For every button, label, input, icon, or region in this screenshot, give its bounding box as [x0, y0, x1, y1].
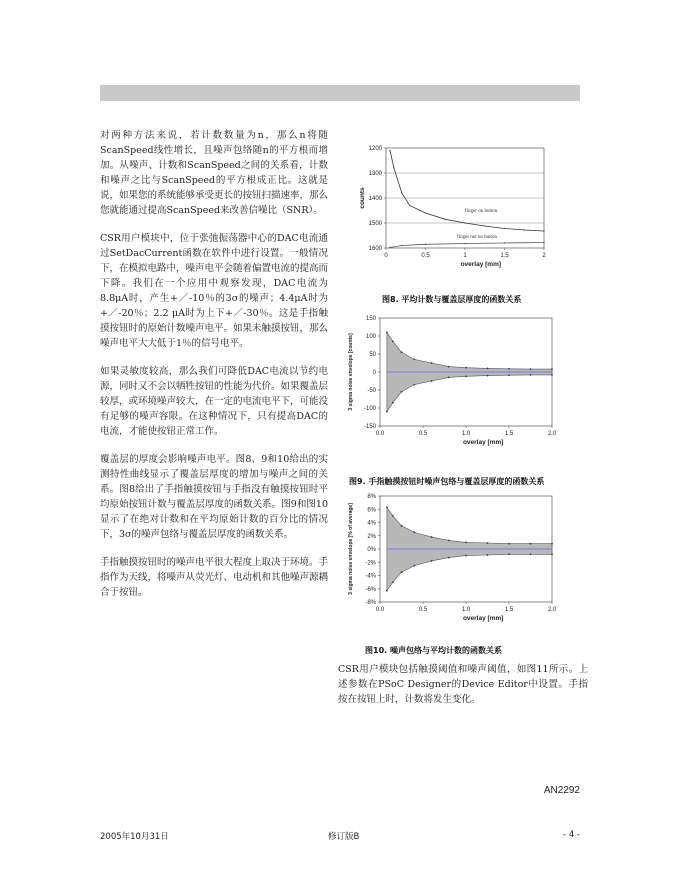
data-point: [409, 205, 410, 206]
data-point-upper: [530, 543, 532, 545]
y-tick-label: 0%: [367, 547, 376, 553]
figure-10-caption: 图10. 噪声包络与平均计数的函数关系: [365, 646, 502, 655]
x-tick-label: 1.5: [500, 253, 509, 259]
data-point-lower: [508, 374, 510, 376]
data-point-lower: [448, 377, 450, 379]
paragraph: 如果灵敏度较高，那么我们可降低DAC电流以节约电源，同时又不会以牺牲按钮的性能为代价。如果覆盖层较厚，或环境噪声较大，在一定的电流电平下，可能没有足够的噪声容限。在这种情况下，只有提高DAC的电流，才能使按钮正常工作。: [100, 366, 329, 437]
x-axis-label: overlay [mm]: [462, 615, 504, 622]
data-point-upper: [448, 539, 450, 541]
data-point: [389, 247, 390, 248]
x-tick-label: 2.0: [547, 607, 557, 613]
x-tick-label: 1.5: [504, 431, 514, 437]
data-point-upper: [386, 506, 388, 508]
y-tick-label: 1400: [368, 196, 382, 202]
y-tick-label: -6%: [365, 586, 376, 593]
paragraph: 手指触摸按钮时的噪声电平很大程度上取决于环境。手指作为天线，将噪声从荧光灯、电动机和其他噪声源耦合于按钮。: [100, 557, 329, 598]
data-point-upper: [414, 532, 416, 534]
y-axis-label: 3 sigma noise envelope [counts]: [348, 333, 354, 411]
data-point-upper: [392, 341, 394, 343]
y-tick-label: 150: [365, 316, 376, 322]
header-bar: [100, 85, 580, 101]
y-tick-label: 1600: [368, 246, 382, 252]
x-tick-label: 1: [463, 253, 467, 259]
series-annotation: finger not on button: [457, 235, 497, 240]
data-point-upper: [487, 542, 489, 544]
data-point: [445, 219, 446, 220]
y-tick-label: 50: [369, 352, 376, 358]
data-point: [543, 242, 544, 243]
y-tick-label: 8%: [367, 494, 376, 500]
x-tick-label: 0.5: [418, 431, 428, 437]
y-tick-label: 1300: [368, 171, 382, 177]
data-point-lower: [465, 555, 467, 557]
data-point-lower: [386, 590, 388, 592]
y-tick-label: -50: [367, 388, 376, 394]
footer-date: 2005年10月31日: [100, 832, 169, 842]
data-point: [425, 212, 426, 213]
body-text: [100, 128, 328, 613]
data-point: [504, 242, 505, 243]
data-point-lower: [431, 560, 433, 562]
data-point-lower: [392, 581, 394, 583]
data-point-lower: [508, 553, 510, 555]
after-figures-text: CSR用户模块包括触摸阈值和噪声阈值，如图11所示。上述参数在PSoC Designer的Device Editor中设置。手指按在按钮上时，计数将发生变化。: [338, 664, 588, 705]
data-point-lower: [487, 554, 489, 556]
data-point: [464, 243, 465, 244]
footer-revision: 修订版B: [328, 832, 360, 842]
y-tick-label: -100: [363, 406, 376, 412]
data-point-lower: [392, 402, 394, 404]
y-tick-label: -150: [363, 424, 376, 430]
y-tick-label: 1500: [368, 221, 382, 227]
data-point-upper: [448, 366, 450, 368]
y-tick-label: 100: [365, 334, 376, 340]
data-point-lower: [530, 553, 532, 555]
x-tick-label: 1.0: [461, 431, 471, 437]
x-tick-label: 0.0: [375, 607, 385, 613]
data-point: [393, 167, 394, 168]
footer-page-number: - 4 -: [563, 830, 580, 840]
y-tick-label: 6%: [367, 507, 376, 514]
data-point-upper: [401, 351, 403, 353]
x-tick-label: 0.0: [375, 431, 385, 437]
data-point-upper: [530, 368, 532, 370]
chart-fig9: [340, 306, 580, 456]
figure-8-caption: 图8. 平均计数与覆盖层厚度的函数关系: [382, 295, 522, 304]
y-tick-label: 4%: [367, 520, 376, 527]
data-point: [524, 229, 525, 230]
y-tick-label: 2%: [367, 533, 376, 540]
data-point: [425, 244, 426, 245]
data-point-upper: [414, 359, 416, 361]
data-point-upper: [392, 515, 394, 517]
figure-9: [340, 306, 580, 456]
data-point-lower: [551, 553, 553, 555]
data-point: [543, 230, 544, 231]
figure-9-caption: 图9. 手指触摸按钮时噪声包络与覆盖层厚度的函数关系: [349, 477, 545, 486]
data-point-lower: [551, 374, 553, 376]
data-point-lower: [465, 375, 467, 377]
y-tick-label: -2%: [365, 560, 376, 567]
chart-fig8: [348, 138, 570, 278]
data-point-lower: [448, 557, 450, 559]
data-point-upper: [431, 362, 433, 364]
data-point: [484, 225, 485, 226]
data-point-upper: [401, 525, 403, 527]
x-tick-label: 2.0: [547, 431, 557, 437]
data-point-upper: [508, 368, 510, 370]
data-point-lower: [431, 380, 433, 382]
series-annotation: finger on button: [465, 208, 498, 214]
data-point: [464, 222, 465, 223]
data-point-upper: [465, 541, 467, 543]
data-point-upper: [551, 368, 553, 370]
data-point-upper: [551, 543, 553, 545]
data-point-upper: [508, 543, 510, 545]
data-point-lower: [386, 411, 388, 413]
y-tick-label: 0: [372, 370, 376, 376]
data-point-lower: [530, 374, 532, 376]
figure-8: [348, 138, 570, 278]
data-point-lower: [401, 391, 403, 393]
chart-fig10: [340, 490, 580, 630]
paragraph: 覆盖层的厚度会影响噪声电平。图8、9和10给出的实测特性曲线显示了覆盖层厚度的增加与噪声之间的关系。图8给出了手指触摸按钮与手指没有触摸按钮时平均原始按钮计数与覆盖层厚度的函数关系。图9和图10显示了在绝对计数和在平均原始计数的百分比的情况下，3σ的噪声包络与覆盖层厚度的函数关系。: [100, 454, 328, 540]
data-point-lower: [414, 565, 416, 567]
x-axis-label: overlay [mm]: [462, 439, 504, 446]
data-point: [401, 192, 402, 193]
document-number: AN2292: [543, 785, 580, 796]
data-point: [389, 150, 390, 151]
x-tick-label: 0: [384, 253, 388, 259]
x-tick-label: 2: [542, 253, 546, 259]
data-point-lower: [414, 384, 416, 386]
y-tick-label: 1200: [368, 146, 382, 152]
y-tick-label: -8%: [365, 600, 376, 606]
y-axis-label: counts: [359, 187, 366, 209]
series-line: [390, 151, 544, 232]
series-line: [390, 243, 544, 248]
data-point-upper: [487, 368, 489, 370]
figure-10: [340, 490, 580, 630]
x-tick-label: 0.5: [421, 253, 430, 259]
data-point-lower: [487, 375, 489, 377]
data-point: [401, 245, 402, 246]
data-point-upper: [386, 332, 388, 334]
y-axis-label: 3 sigma noise envelope [% of average]: [348, 503, 354, 595]
x-tick-label: 0.5: [418, 607, 428, 613]
paragraph: CSR用户模块中，位于张弛振荡器中心的DAC电流通过SetDacCurrent函数在软件中进行设置。一般情况下，在模拟电路中，噪声电平会随着偏置电流的提高而下降。我们在一个应用中观察发现，DAC电流为8.8μA时，产生+／-10％的3σ的噪声；4.4μA时为+／-20％；2.2 μA时为上下+／-30％。这是手指触摸按钮时的原始计数噪声电平。如果未触摸按钮，那么噪声电平大大低于1％的信号电平。: [100, 233, 329, 349]
x-axis-label: overlay [mm]: [460, 261, 502, 268]
x-tick-label: 1.5: [504, 607, 514, 613]
paragraph: 对两种方法来说，若计数数量为n，那么n将随ScanSpeed线性增长，且噪声包络随n的平方根而增加。从噪声、计数和ScanSpeed之间的关系看，计数和噪声之比与ScanSpeed的平方根成正比。这就是说，如果您的系统能够承受更长的按钮扫描速率，那么您就能通过提高ScanSpeed来改善信噪比（SNR）。: [100, 130, 329, 216]
data-point: [504, 228, 505, 229]
data-point-lower: [401, 571, 403, 573]
data-point-upper: [465, 367, 467, 369]
y-tick-label: -4%: [365, 573, 376, 580]
x-tick-label: 1.0: [461, 607, 471, 613]
data-point-upper: [431, 536, 433, 538]
